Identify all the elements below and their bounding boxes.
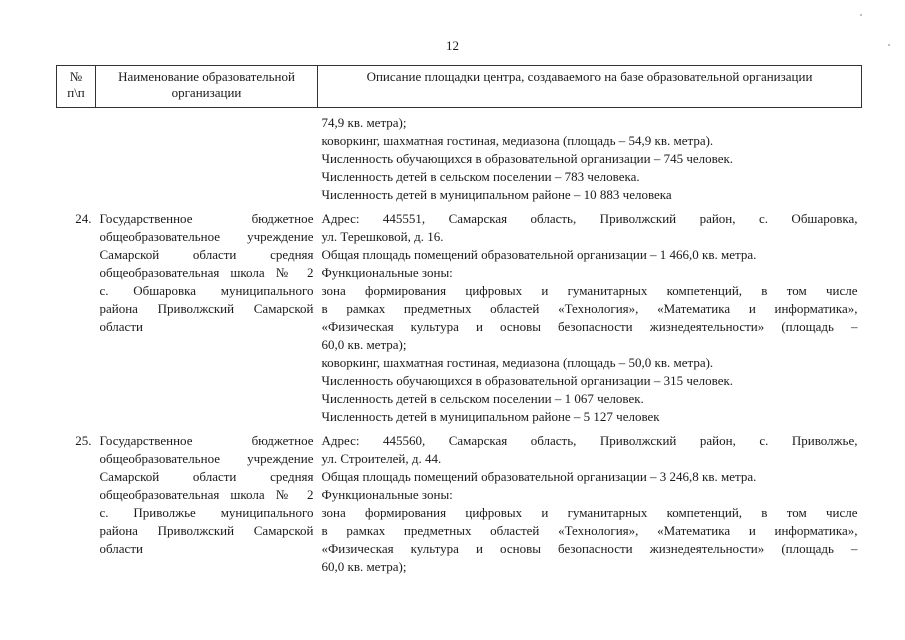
desc-line: 60,0 кв. метра); — [321, 337, 407, 352]
desc-line: Функциональные зоны: — [321, 487, 453, 502]
row-number: 24. — [75, 211, 92, 226]
table-row — [57, 426, 862, 576]
desc-line: ул. Терешковой, д. 16. — [321, 229, 444, 244]
desc-line: Численность детей в сельском поселении – 783 человека. — [321, 169, 640, 184]
name-line: Государственное бюджетное — [99, 211, 314, 226]
desc-line: «Физическая культура и основы безопасности жизнедеятельности» (площадь – — [321, 541, 858, 556]
header-number — [57, 66, 96, 108]
name-line: общеобразовательное учреждение — [99, 229, 314, 244]
name-line: района Приволжский Самарской — [99, 301, 314, 316]
name-line: с. Приволжье муниципального — [99, 505, 314, 520]
desc-line: коворкинг, шахматная гостиная, медиазона (площадь – 50,0 кв. метра). — [321, 355, 714, 370]
desc-line: «Физическая культура и основы безопасности жизнедеятельности» (площадь – — [321, 319, 858, 334]
header-number-line: № — [69, 69, 83, 84]
name-line: с. Обшаровка муниципального — [99, 283, 314, 298]
site-description — [318, 426, 862, 576]
organization-name — [96, 426, 318, 576]
organization-name — [96, 204, 318, 426]
desc-line: Адрес: 445560, Самарская область, Приволжский район, с. Приволжье, — [321, 433, 858, 448]
desc-line: 74,9 кв. метра); — [321, 115, 407, 130]
site-description — [318, 204, 862, 426]
desc-line: Численность детей в муниципальном районе – 5 127 человек — [321, 409, 660, 424]
desc-line: Численность обучающихся в образовательной организации – 315 человек. — [321, 373, 734, 388]
scan-speck — [888, 44, 890, 46]
header-organization-name — [96, 66, 318, 108]
desc-line: коворкинг, шахматная гостиная, медиазона (площадь – 54,9 кв. метра). — [321, 133, 714, 148]
name-line: общеобразовательная школа № 2 — [99, 487, 314, 502]
name-line: общеобразовательная школа № 2 — [99, 265, 314, 280]
header-name-line: Наименование образовательной — [118, 69, 295, 84]
page-number: 12 — [446, 38, 459, 53]
name-line: Государственное бюджетное — [99, 433, 314, 448]
name-line: общеобразовательное учреждение — [99, 451, 314, 466]
header-desc-line: Описание площадки центра, создаваемого на базе образовательной организации — [366, 69, 813, 84]
table-row — [57, 204, 862, 426]
name-line: Самарской области средняя — [99, 247, 314, 262]
header-name-line: организации — [171, 85, 242, 100]
desc-line: в рамках предметных областей «Технология», «Математика и информатика», — [321, 301, 858, 316]
desc-line: Общая площадь помещений образовательной организации – 1 466,0 кв. метра. — [321, 247, 757, 262]
table-header-row — [57, 66, 862, 108]
organizations-table — [56, 65, 862, 576]
continuation-row — [57, 108, 862, 205]
desc-line: в рамках предметных областей «Технология», «Математика и информатика», — [321, 523, 858, 538]
name-line: района Приволжский Самарской — [99, 523, 314, 538]
desc-line: зона формирования цифровых и гуманитарных компетенций, в том числе — [321, 283, 858, 298]
name-line: области — [99, 319, 143, 334]
header-description — [318, 66, 862, 108]
name-line: Самарской области средняя — [99, 469, 314, 484]
desc-line: Численность обучающихся в образовательной организации – 745 человек. — [321, 151, 734, 166]
desc-line: ул. Строителей, д. 44. — [321, 451, 442, 466]
desc-line: Адрес: 445551, Самарская область, Приволжский район, с. Обшаровка, — [321, 211, 858, 226]
name-line: области — [99, 541, 143, 556]
header-number-line: п\п — [67, 85, 85, 100]
desc-line: Общая площадь помещений образовательной организации – 3 246,8 кв. метра. — [321, 469, 757, 484]
desc-line: зона формирования цифровых и гуманитарных компетенций, в том числе — [321, 505, 858, 520]
desc-line: 60,0 кв. метра); — [321, 559, 407, 574]
continuation-description — [318, 108, 862, 205]
scan-speck — [860, 14, 862, 16]
desc-line: Функциональные зоны: — [321, 265, 453, 280]
row-number: 25. — [75, 433, 92, 448]
desc-line: Численность детей в муниципальном районе – 10 883 человека — [321, 187, 672, 202]
desc-line: Численность детей в сельском поселении – 1 067 человек. — [321, 391, 644, 406]
